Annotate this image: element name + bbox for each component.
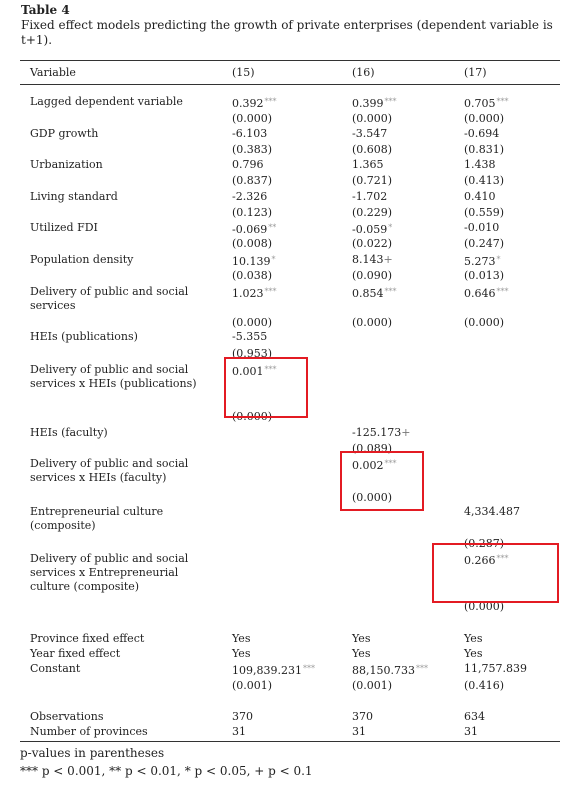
coef-value: 0.399 [352, 97, 384, 110]
coef-value: 0.796 [232, 158, 264, 171]
coef-value: -0.010 [464, 221, 500, 234]
coef-value: 11,757.839 [464, 662, 527, 675]
pvalue-16: (0.090) [352, 269, 393, 282]
coef-value: 370 [352, 710, 373, 723]
coef-value: -0.069 [232, 223, 268, 236]
coef-16 [352, 662, 428, 678]
pvalue-17: (0.000) [464, 112, 505, 125]
significance-stars: *** [302, 664, 315, 673]
row-label: Province fixed effect [30, 632, 145, 645]
significance-stars: *** [384, 97, 397, 106]
pvalue-15: (0.123) [232, 206, 273, 219]
row-label: HEIs (publications) [30, 330, 138, 343]
coef-15 [232, 710, 253, 724]
row-label: GDP growth [30, 127, 99, 140]
pvalue-15: (0.008) [232, 237, 273, 250]
highlight-box-17 [432, 543, 559, 603]
coef-value: Yes [464, 647, 483, 660]
coef-17 [464, 221, 499, 235]
coef-17 [464, 505, 520, 519]
coef-16 [352, 221, 392, 237]
significance-note: *** p < 0.001, ** p < 0.01, * p < 0.05, + p < 0.1 [20, 764, 313, 778]
pvalue-15: (0.953) [232, 347, 273, 360]
pvalue-16: (0.000) [352, 112, 393, 125]
row-label: Delivery of public and social services x Entrepreneurial culture (composite) [30, 552, 189, 593]
significance-stars: *** [496, 287, 509, 296]
significance-stars: * [271, 255, 276, 264]
significance-stars: *** [384, 287, 397, 296]
coef-value: 0.705 [464, 97, 496, 110]
pvalue-15: (0.000) [232, 316, 273, 329]
coef-15 [232, 647, 250, 661]
coef-15 [232, 662, 315, 678]
coef-value: 31 [464, 725, 478, 738]
coef-value: 0.002 [352, 459, 384, 472]
row-label: Year fixed effect [30, 647, 121, 660]
header-col-16: (16) [352, 66, 375, 79]
significance-stars: *** [264, 97, 277, 106]
coef-15 [232, 330, 267, 344]
coef-15 [232, 725, 246, 739]
coef-16 [352, 158, 384, 172]
coef-15 [232, 285, 277, 301]
table-label: Table 4 [21, 3, 70, 17]
pvalue-17: (0.247) [464, 237, 505, 250]
significance-stars: * [388, 223, 393, 232]
coef-16 [352, 725, 366, 739]
pvalue-17: (0.559) [464, 206, 505, 219]
highlight-box-16 [340, 451, 424, 511]
coef-value: 10.139 [232, 255, 271, 268]
top-rule [20, 60, 560, 61]
coef-value: Yes [232, 647, 251, 660]
pvalue-15: (0.000) [232, 410, 273, 423]
pvalue-16: (0.721) [352, 174, 393, 187]
coef-value: 0.392 [232, 97, 264, 110]
row-label: Urbanization [30, 158, 103, 171]
coef-value: 88,150.733 [352, 664, 415, 677]
row-label: Entrepreneurial culture (composite) [30, 505, 164, 532]
row-label: Delivery of public and social services [30, 285, 189, 312]
coef-17 [464, 662, 527, 676]
pvalue-16: (0.001) [352, 679, 393, 692]
coef-16 [352, 190, 387, 204]
highlight-box-15 [224, 357, 308, 418]
coef-17 [464, 127, 499, 141]
pvalue-17: (0.416) [464, 679, 505, 692]
coef-value: 1.365 [352, 158, 384, 171]
coef-16 [352, 127, 387, 141]
pvalue-16: (0.000) [352, 491, 393, 504]
pvalue-17: (0.413) [464, 174, 505, 187]
row-label: HEIs (faculty) [30, 426, 108, 439]
header-rule [20, 84, 560, 85]
coef-16 [352, 647, 370, 661]
row-label: Living standard [30, 190, 118, 203]
coef-value: -5.355 [232, 330, 268, 343]
coef-16 [352, 632, 370, 646]
coef-16 [352, 95, 397, 111]
row-label: Number of provinces [30, 725, 148, 738]
coef-value: 109,839.231 [232, 664, 302, 677]
coef-value: Yes [232, 632, 251, 645]
coef-value: 0.646 [464, 287, 496, 300]
significance-stars: * [496, 255, 501, 264]
pvalue-17: (0.013) [464, 269, 505, 282]
pvalue-15: (0.001) [232, 679, 273, 692]
significance-stars: *** [496, 97, 509, 106]
coef-value: 4,334.487 [464, 505, 520, 518]
pvalue-15: (0.000) [232, 112, 273, 125]
row-label: Delivery of public and social services x HEIs (faculty) [30, 457, 189, 484]
row-label: Constant [30, 662, 81, 675]
pvalue-15: (0.383) [232, 143, 273, 156]
table-title [21, 3, 561, 48]
coef-17 [464, 190, 496, 204]
pvalue-17: (0.000) [464, 600, 505, 613]
bottom-rule [20, 741, 560, 742]
pvalue-17: (0.831) [464, 143, 505, 156]
significance-stars: + [401, 426, 411, 439]
significance-stars: *** [415, 664, 428, 673]
coef-value: 31 [232, 725, 246, 738]
coef-value: -1.702 [352, 190, 388, 203]
coef-16 [352, 253, 393, 267]
coef-value: 1.023 [232, 287, 264, 300]
pvalue-note: p-values in parentheses [20, 746, 165, 760]
coef-17 [464, 725, 478, 739]
coef-17 [464, 95, 509, 111]
coef-value: 0.854 [352, 287, 384, 300]
coef-value: Yes [464, 632, 483, 645]
significance-stars: + [383, 253, 393, 266]
pvalue-17: (0.000) [464, 316, 505, 329]
significance-stars: *** [384, 459, 397, 468]
coef-15 [232, 190, 267, 204]
row-label: Observations [30, 710, 104, 723]
coef-value: 31 [352, 725, 366, 738]
coef-16 [352, 426, 410, 440]
coef-value: 370 [232, 710, 253, 723]
coef-value: -0.059 [352, 223, 388, 236]
coef-value: 0.001 [232, 365, 264, 378]
table-caption: Fixed effect models predicting the growth of private enterprises (dependent variable is t+1). [21, 18, 553, 47]
coef-17 [464, 710, 485, 724]
row-label: Lagged dependent variable [30, 95, 183, 108]
coef-16 [352, 285, 397, 301]
significance-stars: ** [268, 223, 277, 232]
row-label: Population density [30, 253, 134, 266]
pvalue-15: (0.038) [232, 269, 273, 282]
coef-15 [232, 127, 267, 141]
coef-value: -6.103 [232, 127, 268, 140]
coef-value: 0.410 [464, 190, 496, 203]
coef-value: Yes [352, 632, 371, 645]
coef-15 [232, 221, 276, 237]
coef-value: -0.694 [464, 127, 500, 140]
significance-stars: *** [496, 554, 509, 563]
coef-value: Yes [352, 647, 371, 660]
coef-value: -125.173 [352, 426, 402, 439]
coef-15 [232, 632, 250, 646]
significance-stars: *** [264, 287, 277, 296]
coef-17 [464, 158, 496, 172]
coef-value: 5.273 [464, 255, 496, 268]
coef-value: -3.547 [352, 127, 388, 140]
pvalue-16: (0.089) [352, 442, 393, 455]
header-variable: Variable [30, 66, 76, 79]
pvalue-16: (0.229) [352, 206, 393, 219]
coef-value: 0.266 [464, 554, 496, 567]
header-col-15: (15) [232, 66, 255, 79]
coef-15 [232, 253, 276, 269]
coef-value: 634 [464, 710, 485, 723]
coef-15 [232, 158, 264, 172]
coef-17 [464, 632, 482, 646]
coef-value: 8.143 [352, 253, 384, 266]
coef-17 [464, 647, 482, 661]
pvalue-16: (0.022) [352, 237, 393, 250]
coef-16 [352, 710, 373, 724]
pvalue-16: (0.000) [352, 316, 393, 329]
row-label: Delivery of public and social services x HEIs (publications) [30, 363, 197, 390]
pvalue-15: (0.837) [232, 174, 273, 187]
row-label: Utilized FDI [30, 221, 98, 234]
coef-17 [464, 253, 501, 269]
pvalue-17: (0.287) [464, 537, 505, 550]
pvalue-16: (0.608) [352, 143, 393, 156]
coef-value: -2.326 [232, 190, 268, 203]
significance-stars: *** [264, 365, 277, 374]
header-col-17: (17) [464, 66, 487, 79]
coef-17 [464, 285, 509, 301]
coef-value: 1.438 [464, 158, 496, 171]
coef-15 [232, 95, 277, 111]
